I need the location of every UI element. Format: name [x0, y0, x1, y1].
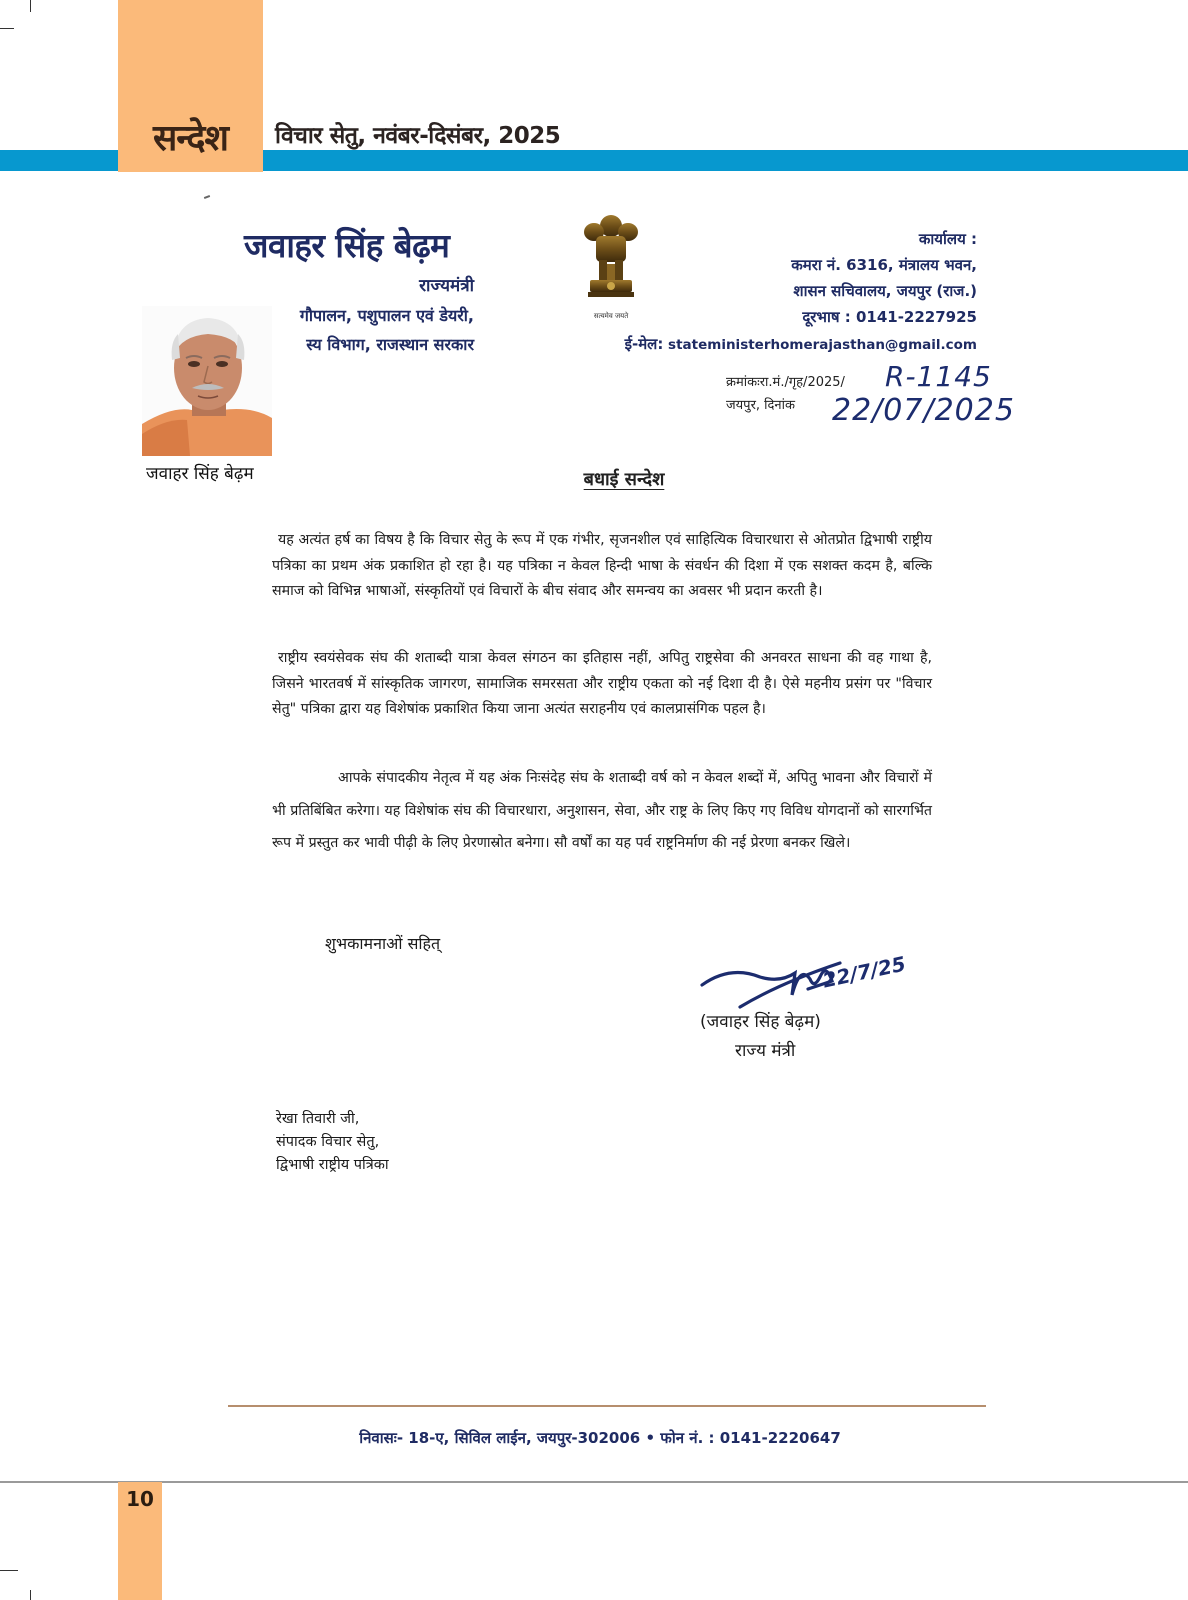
residence-address: निवासः- 18-ए, सिविल लाईन, जयपुर-302006 • फोन नं. : 0141-2220647: [359, 1429, 841, 1447]
letter-paragraph-2: [272, 646, 932, 723]
crop-mark: [30, 0, 31, 12]
letter-closing: शुभकामनाओं सहित्: [325, 934, 441, 953]
paragraph-text: राष्ट्रीय स्वयंसेवक संघ की शताब्दी यात्रा केवल संगठन का इतिहास नहीं, अपितु राष्ट्रसेवा की अनवरत साधना की वह गाथा है, जिसने भारतवर्ष में सांस्कृतिक जागरण, सामाजिक समरसता और राष्ट्रीय एकता को नई दिशा दी है। ऐसे महनीय प्रसंग पर "विचार सेतु" पत्रिका द्वारा यह विशेषांक प्रकाशित किया जाना अत्यंत सराहनीय एवं कालप्रासंगिक पहल है।: [272, 650, 932, 717]
page-number: 10: [126, 1487, 154, 1511]
crop-mark: [0, 28, 14, 29]
office-email-row: [625, 334, 977, 354]
office-label: कार्यालय :: [918, 230, 977, 248]
section-label: सन्देश: [152, 118, 229, 159]
letter-subject-row: [0, 467, 1188, 491]
crop-mark: [30, 1590, 31, 1600]
recipient-line: रेखा तिवारी जी,: [276, 1111, 360, 1127]
letter-subject: बधाई सन्देश: [583, 469, 665, 490]
date-label: जयपुर, दिनांक: [726, 398, 795, 413]
crop-mark: [0, 1570, 18, 1571]
recipient-line: संपादक विचार सेतु,: [276, 1134, 380, 1150]
office-address-line1: कमरा नं. 6316, मंत्रालय भवन,: [791, 256, 977, 274]
reference-number-handwritten: R-1145: [885, 360, 992, 393]
signatory-name: (जवाहर सिंह बेढ़म): [700, 1012, 821, 1032]
signature-date: 22/7/25: [820, 951, 908, 993]
recipient-block: [276, 1108, 389, 1177]
date-handwritten: 22/07/2025: [832, 393, 1015, 428]
photo-caption: जवाहर सिंह बेढ़म: [146, 464, 254, 484]
minister-department-line2: स्य विभाग, राजस्थान सरकार: [306, 335, 474, 354]
emblem-motto: सत्यमेव जयते: [593, 312, 629, 320]
paragraph-text: आपके संपादकीय नेतृत्व में यह अंक निःसंदेह संघ के शताब्दी वर्ष को न केवल शब्दों में, अपितु भावना और विचारों में भी प्रतिबिंबित करेगा। यह विशेषांक संघ की विचारधारा, अनुशासन, सेवा, और राष्ट्र के लिए किए गए विविध योगदानों को सारगर्भित रूप में प्रस्तुत कर भावी पीढ़ी के लिए प्रेरणास्रोत बनेगा। सौ वर्षों का यह पर्व राष्ट्रनिर्माण की नई प्रेरणा बनकर खिले।: [272, 770, 932, 851]
issue-title: विचार सेतु, नवंबर-दिसंबर, 2025: [275, 123, 561, 149]
portrait-icon: [142, 306, 272, 456]
signatory-title: राज्य मंत्री: [735, 1041, 796, 1061]
minister-designation: राज्यमंत्री: [419, 276, 474, 296]
scan-mark: [204, 195, 210, 199]
page-footer-divider: [0, 1481, 1188, 1483]
paragraph-text: यह अत्यंत हर्ष का विषय है कि विचार सेतु के रूप में एक गंभीर, सृजनशील एवं साहित्यिक विचारधारा से ओतप्रोत द्विभाषी राष्ट्रीय पत्रिका का प्रथम अंक प्रकाशित हो रहा है। यह पत्रिका न केवल हिन्दी भाषा के संवर्धन की दिशा में एक सशक्त कदम है, बल्कि समाज को विभिन्न भाषाओं, संस्कृतियों एवं विचारों के बीच संवाद और समन्वय का अवसर भी प्रदान करती है।: [272, 532, 932, 599]
letter-paragraph-3: [272, 762, 932, 860]
letterhead-divider: [228, 1405, 986, 1407]
email-address: stateministerhomerajasthan@gmail.com: [668, 337, 977, 353]
letter-paragraph-1: [272, 528, 932, 605]
minister-photo: [142, 306, 272, 456]
reference-label: क्रमांकःरा.मं./गृह/2025/: [726, 375, 845, 390]
email-label: ई-मेल:: [624, 335, 664, 353]
office-phone: दूरभाष : 0141-2227925: [802, 308, 977, 326]
minister-department-line1: गौपालन, पशुपालन एवं डेयरी,: [299, 306, 474, 325]
office-address-line2: शासन सचिवालय, जयपुर (राज.): [793, 282, 977, 300]
minister-name: जवाहर सिंह बेढ़म: [244, 226, 450, 265]
national-emblem-icon: [580, 212, 642, 307]
recipient-line: द्विभाषी राष्ट्रीय पत्रिका: [276, 1157, 389, 1173]
residence-address-row: [0, 1428, 1188, 1448]
